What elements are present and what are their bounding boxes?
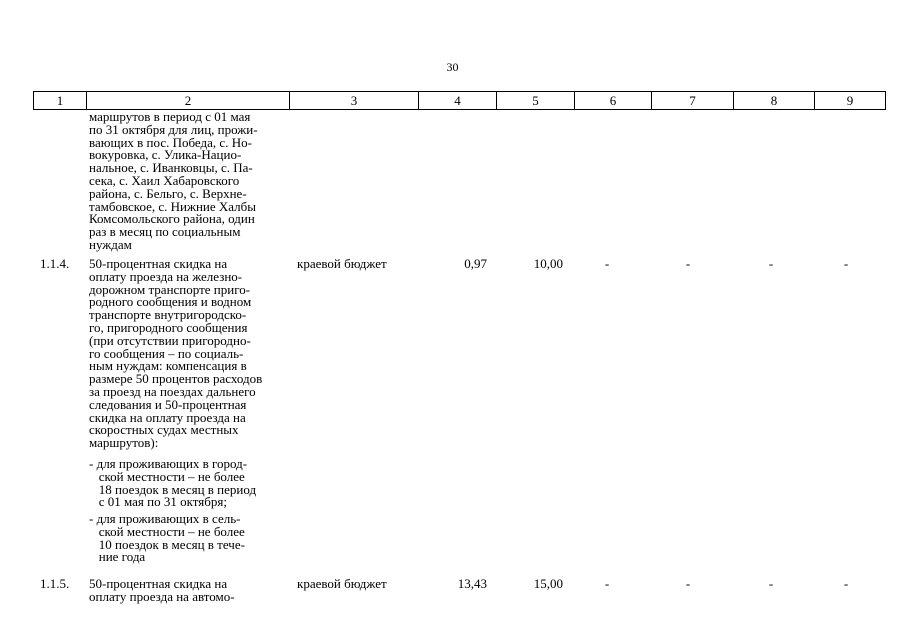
header-col-4: 4 bbox=[418, 92, 496, 109]
header-col-8: 8 bbox=[733, 92, 814, 109]
page-number: 30 bbox=[446, 60, 459, 74]
row-number-1-1-4: 1.1.4. bbox=[40, 256, 70, 271]
header-col-3: 3 bbox=[289, 92, 418, 109]
table-header bbox=[33, 91, 886, 110]
col6-value-1-1-4: - bbox=[604, 256, 610, 271]
col9-value-1-1-4: - bbox=[843, 256, 849, 271]
col5-value-1-1-5: 15,00 bbox=[533, 576, 563, 591]
col4-value-1-1-5: 13,43 bbox=[457, 576, 487, 591]
header-col-9: 9 bbox=[814, 92, 885, 109]
col7-value-1-1-4: - bbox=[685, 256, 691, 271]
header-col-6: 6 bbox=[574, 92, 651, 109]
continuation-text: маршрутов в период с 01 мая по 31 октября для лиц, прожи- вающих в пос. Победа, с. Но- вокуровка, с. Улика-Нацио- нальное, с. Иванковцы, с. Па- сека, с. Хаил Хабаровского района, с. Бельго, с. Верхне- тамбовское, с. Нижние Халбы Комсомольского района, один раз в месяц по социальным нуждам bbox=[89, 109, 258, 252]
list-item-rural: - для проживающих в сель- ской местности – не более 10 поездок в месяц в тече- ние года bbox=[89, 511, 245, 565]
header-col-1: 1 bbox=[56, 93, 64, 108]
row-text-1-1-4: 50-процентная скидка на оплату проезда на железно- дорожном транспорте приго- родного сообщения и водном транспорте внутригородско- го, пригородного сообщения (при отсутствии пригородно- го сообщения – по социаль- ным нуждам: компенсация в размере 50 процентов расходов за проезд на поездах дальнего следования и 50-процентная скидка на оплату проезда на скоростных судах местных маршрутов): bbox=[89, 256, 263, 451]
list-item-urban: - для проживающих в город- ской местности – не более 18 поездок в месяц в период с 01 мая по 31 октября; bbox=[89, 456, 257, 510]
header-col-5: 5 bbox=[496, 92, 574, 109]
col6-value-1-1-5: - bbox=[604, 576, 610, 591]
col5-value-1-1-4: 10,00 bbox=[533, 256, 563, 271]
funding-source-1-1-5: краевой бюджет bbox=[297, 576, 387, 591]
col8-value-1-1-4: - bbox=[768, 256, 774, 271]
row-text-1-1-5: 50-процентная скидка на оплату проезда на автомо- bbox=[89, 576, 235, 604]
col8-value-1-1-5: - bbox=[768, 576, 774, 591]
row-number-1-1-5: 1.1.5. bbox=[40, 576, 70, 591]
col7-value-1-1-5: - bbox=[685, 576, 691, 591]
funding-source-1-1-4: краевой бюджет bbox=[297, 256, 387, 271]
col9-value-1-1-5: - bbox=[843, 576, 849, 591]
header-col-2: 2 bbox=[86, 92, 289, 109]
col4-value-1-1-4: 0,97 bbox=[464, 256, 487, 271]
header-col-7: 7 bbox=[651, 92, 733, 109]
